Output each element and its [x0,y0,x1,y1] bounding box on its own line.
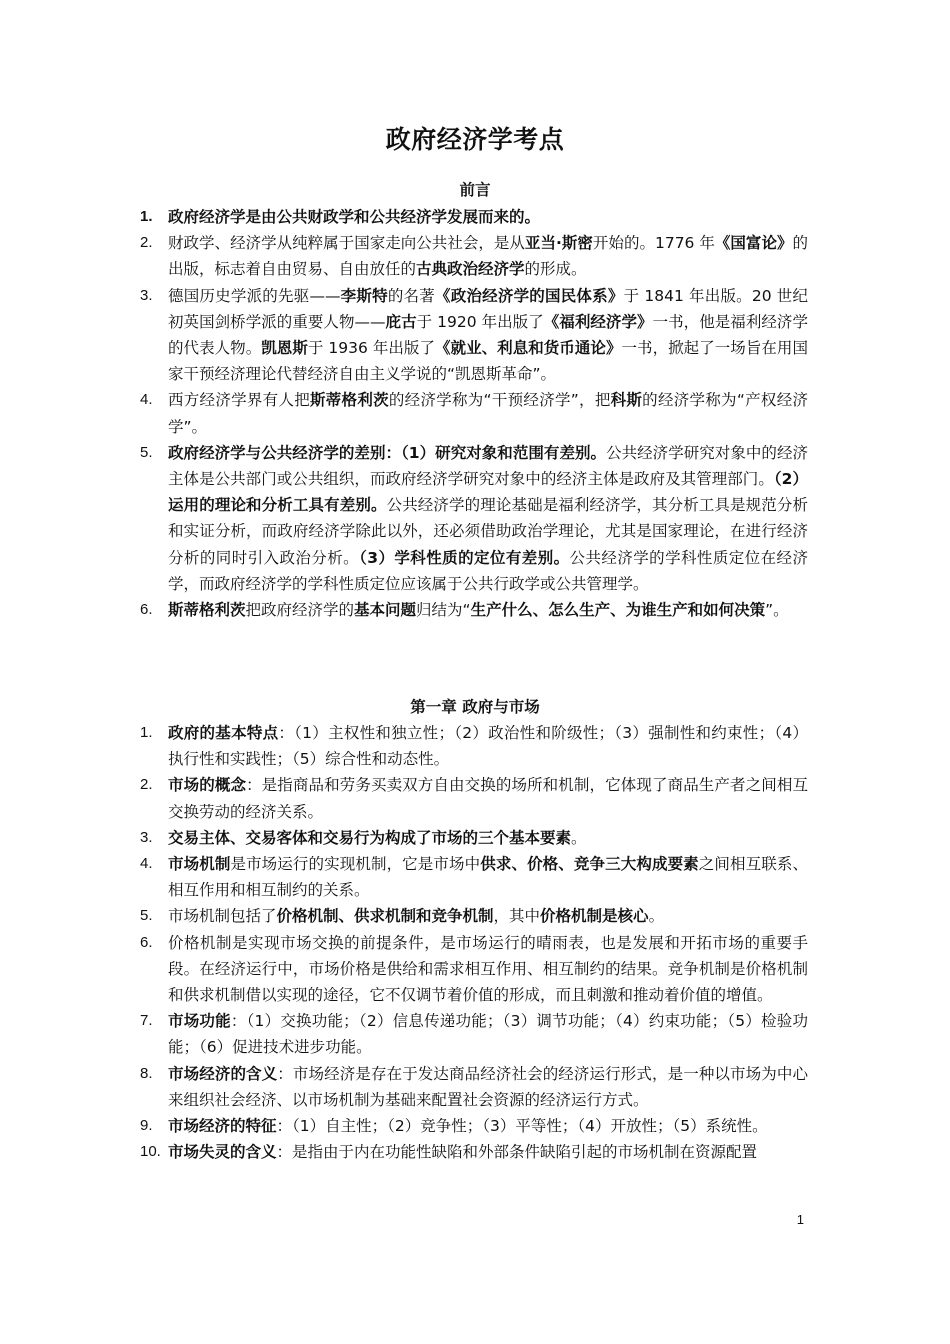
bold-text: 庇古 [385,312,417,331]
list-item-number: 4. [140,855,153,873]
bold-text: 古典政治经济学 [416,260,525,279]
body-text: 于 1841 年出版。20 世纪初英国剑桥学派的重要人物—— [168,286,808,331]
bold-text: 市场失灵的含义 [168,1143,277,1162]
list-item [140,772,808,824]
body-text: 开始的。1776 年 [592,234,715,253]
bold-text: 价格机制、供求机制和竞争机制 [276,907,494,926]
body-text: 公共经济学研究对象中的经济主体是公共部门或公共组织，而政府经济学研究对象中的经济主体是政府及其管理部门。 [168,443,808,489]
list-item [140,1139,808,1165]
body-text: 一书，他是福利经济学的代表人物。 [168,312,808,358]
bold-text: 科斯 [610,391,643,410]
body-text: ：（1）交换功能；（2）信息传递功能；（3）调节功能；（4）约束功能；（5）检验功能；（6）促进技术进步功能。 [168,1012,808,1057]
body-text: 归结为“ [416,601,471,620]
list-item-number: 1. [140,724,153,741]
bold-text: 市场的概念 [168,776,247,795]
list-item [140,597,808,623]
body-text: ，其中 [493,907,541,926]
body-text: 。 [648,907,665,926]
bold-text: 《国富论》 [714,234,793,253]
body-text: 市场机制包括了 [168,907,277,926]
body-text: 的经济学称为“产权经济学”。 [168,391,808,436]
list-item-number: 9. [140,1117,153,1135]
body-text: 财政学、经济学从纯粹属于国家走向公共社会，是从 [168,234,525,253]
body-text: 一书，掀起了一场旨在用国家干预经济理论代替经济自由主义学说的“凯恩斯革命”。 [168,339,808,384]
bold-text: （2）运用的理论和分析工具有差别。 [168,470,808,515]
bold-text: 市场机制 [168,855,231,874]
bold-text: 生产什么、怎么生产、为谁生产和如何决策 [470,601,766,620]
list-item-number: 5. [140,443,153,461]
bold-text: 基本问题 [354,601,417,620]
body-text: ：是指商品和劳务买卖双方自由交换的场所和机制，它体现了商品生产者之间相互交换劳动的经济关系。 [168,776,808,821]
body-text: 于 1936 年出版了 [307,339,435,358]
list-item-number: 7. [140,1012,153,1030]
body-text: 的形成。 [524,260,587,279]
list-item-number: 4. [140,391,153,409]
bold-text: 凯恩斯 [261,339,308,358]
list-item [140,1008,808,1060]
list-item [140,387,808,439]
document-title: 政府经济学考点 [385,125,565,154]
bold-text: 市场经济的特征 [168,1117,277,1136]
bold-text: 政府经济学与公共经济学的差别：（1）研究对象和范围有差别。 [168,443,607,462]
list-item-number: 1. [140,208,153,225]
list-item-number: 6. [140,601,153,619]
list-item [140,283,808,388]
bold-text: 斯蒂格利茨 [310,391,389,410]
body-text: 的经济学称为“干预经济学”，把 [388,391,611,410]
body-text: 公共经济学的理论基础是福利经济学，其分析工具是规范分析和实证分析，而政府经济学除此以外，还必须借助政治学理论，尤其是国家理论，在进行经济分析的同时引入政治分析。 [168,496,808,567]
chapter1-list [140,720,808,1165]
body-text: ：是指由于内在功能性缺陷和外部条件缺陷引起的市场机制在资源配置 [276,1143,758,1162]
body-text: 德国历史学派的先驱—— [168,286,341,305]
preface-list [140,204,808,623]
list-item-number: 5. [140,907,153,925]
bold-text: 市场经济的含义 [168,1064,278,1083]
bold-text: 供求、价格、竞争三大构成要素 [480,855,699,874]
body-text: 。 [571,828,587,847]
section-heading-preface: 前言 [459,181,491,199]
page-number: 1 [796,1212,804,1227]
bold-text: 李斯特 [340,286,388,305]
list-item-number: 6. [140,933,153,951]
body-text: ：（1）主权性和独立性；（2）政治性和阶级性；（3）强制性和约束性；（4）执行性和实践性；（5）综合性和动态性。 [168,724,808,769]
list-item [140,825,808,851]
list-item [140,720,808,772]
body-text: 的名著 [387,286,435,305]
body-text: 公共经济学的学科性质定位在经济学，而政府经济学的学科性质定位应该属于公共行政学或公共管理学。 [168,548,808,593]
body-text: 是市场运行的实现机制，它是市场中 [230,855,481,874]
list-item-number: 3. [140,286,153,304]
list-item-number: 3. [140,828,153,846]
bold-text: 《福利经济学》 [543,312,653,331]
body-text: ：（1）自主性；（2）竞争性；（3）平等性；（4）开放性；（5）系统性。 [276,1117,768,1136]
body-text: 的出版，标志着自由贸易、自由放任的 [168,234,808,279]
body-text: ”。 [765,601,789,620]
list-item-number: 2. [140,234,153,252]
list-item [140,440,808,597]
body-text: 把政府经济学的 [245,601,355,620]
list-item-number: 10. [140,1143,161,1161]
bold-text: 交易主体、交易客体和交易行为构成了市场的三个基本要素 [168,828,572,847]
bold-text: 《政治经济学的国民体系》 [434,286,624,305]
bold-text: 政府的基本特点 [168,724,279,742]
bold-text: （3）学科性质的定位有差别。 [359,548,570,567]
list-item [140,1113,808,1139]
bold-text: 市场功能 [168,1012,231,1031]
bold-text: 斯蒂格利茨 [168,601,246,620]
bold-text: 价格机制是核心 [540,907,649,926]
body-text: ：市场经济是存在于发达商品经济社会的经济运行形式，是一种以市场为中心来组织社会经济、以市场机制为基础来配置社会资源的经济运行方式。 [168,1064,808,1109]
body-text: 之间相互联系、相互作用和相互制约的关系。 [168,855,808,900]
list-item-number: 8. [140,1064,153,1082]
body-text: 西方经济学界有人把 [168,391,310,410]
list-item [140,1061,808,1113]
section-heading-chapter1: 第一章 政府与市场 [410,698,540,716]
list-item [140,930,808,1009]
bold-text: 政府经济学是由公共财政学和公共经济学发展而来的。 [168,208,541,226]
list-item [140,851,808,903]
list-item-number: 2. [140,776,153,794]
body-text: 价格机制是实现市场交换的前提条件，是市场运行的晴雨表，也是发展和开拓市场的重要手段。在经济运行中，市场价格是供给和需求相互作用、相互制约的结果。竞争机制是价格机制和供求机制借以实现的途径，它不仅调节着价值的形成，而且刺激和推动着价值的增值。 [168,933,808,1005]
bold-text: 《就业、利息和货币通论》 [435,339,622,358]
list-item [140,903,808,929]
list-item [140,230,808,282]
bold-text: 亚当·斯密 [524,234,593,253]
list-item [140,204,808,230]
body-text: 于 1920 年出版了 [416,312,544,331]
